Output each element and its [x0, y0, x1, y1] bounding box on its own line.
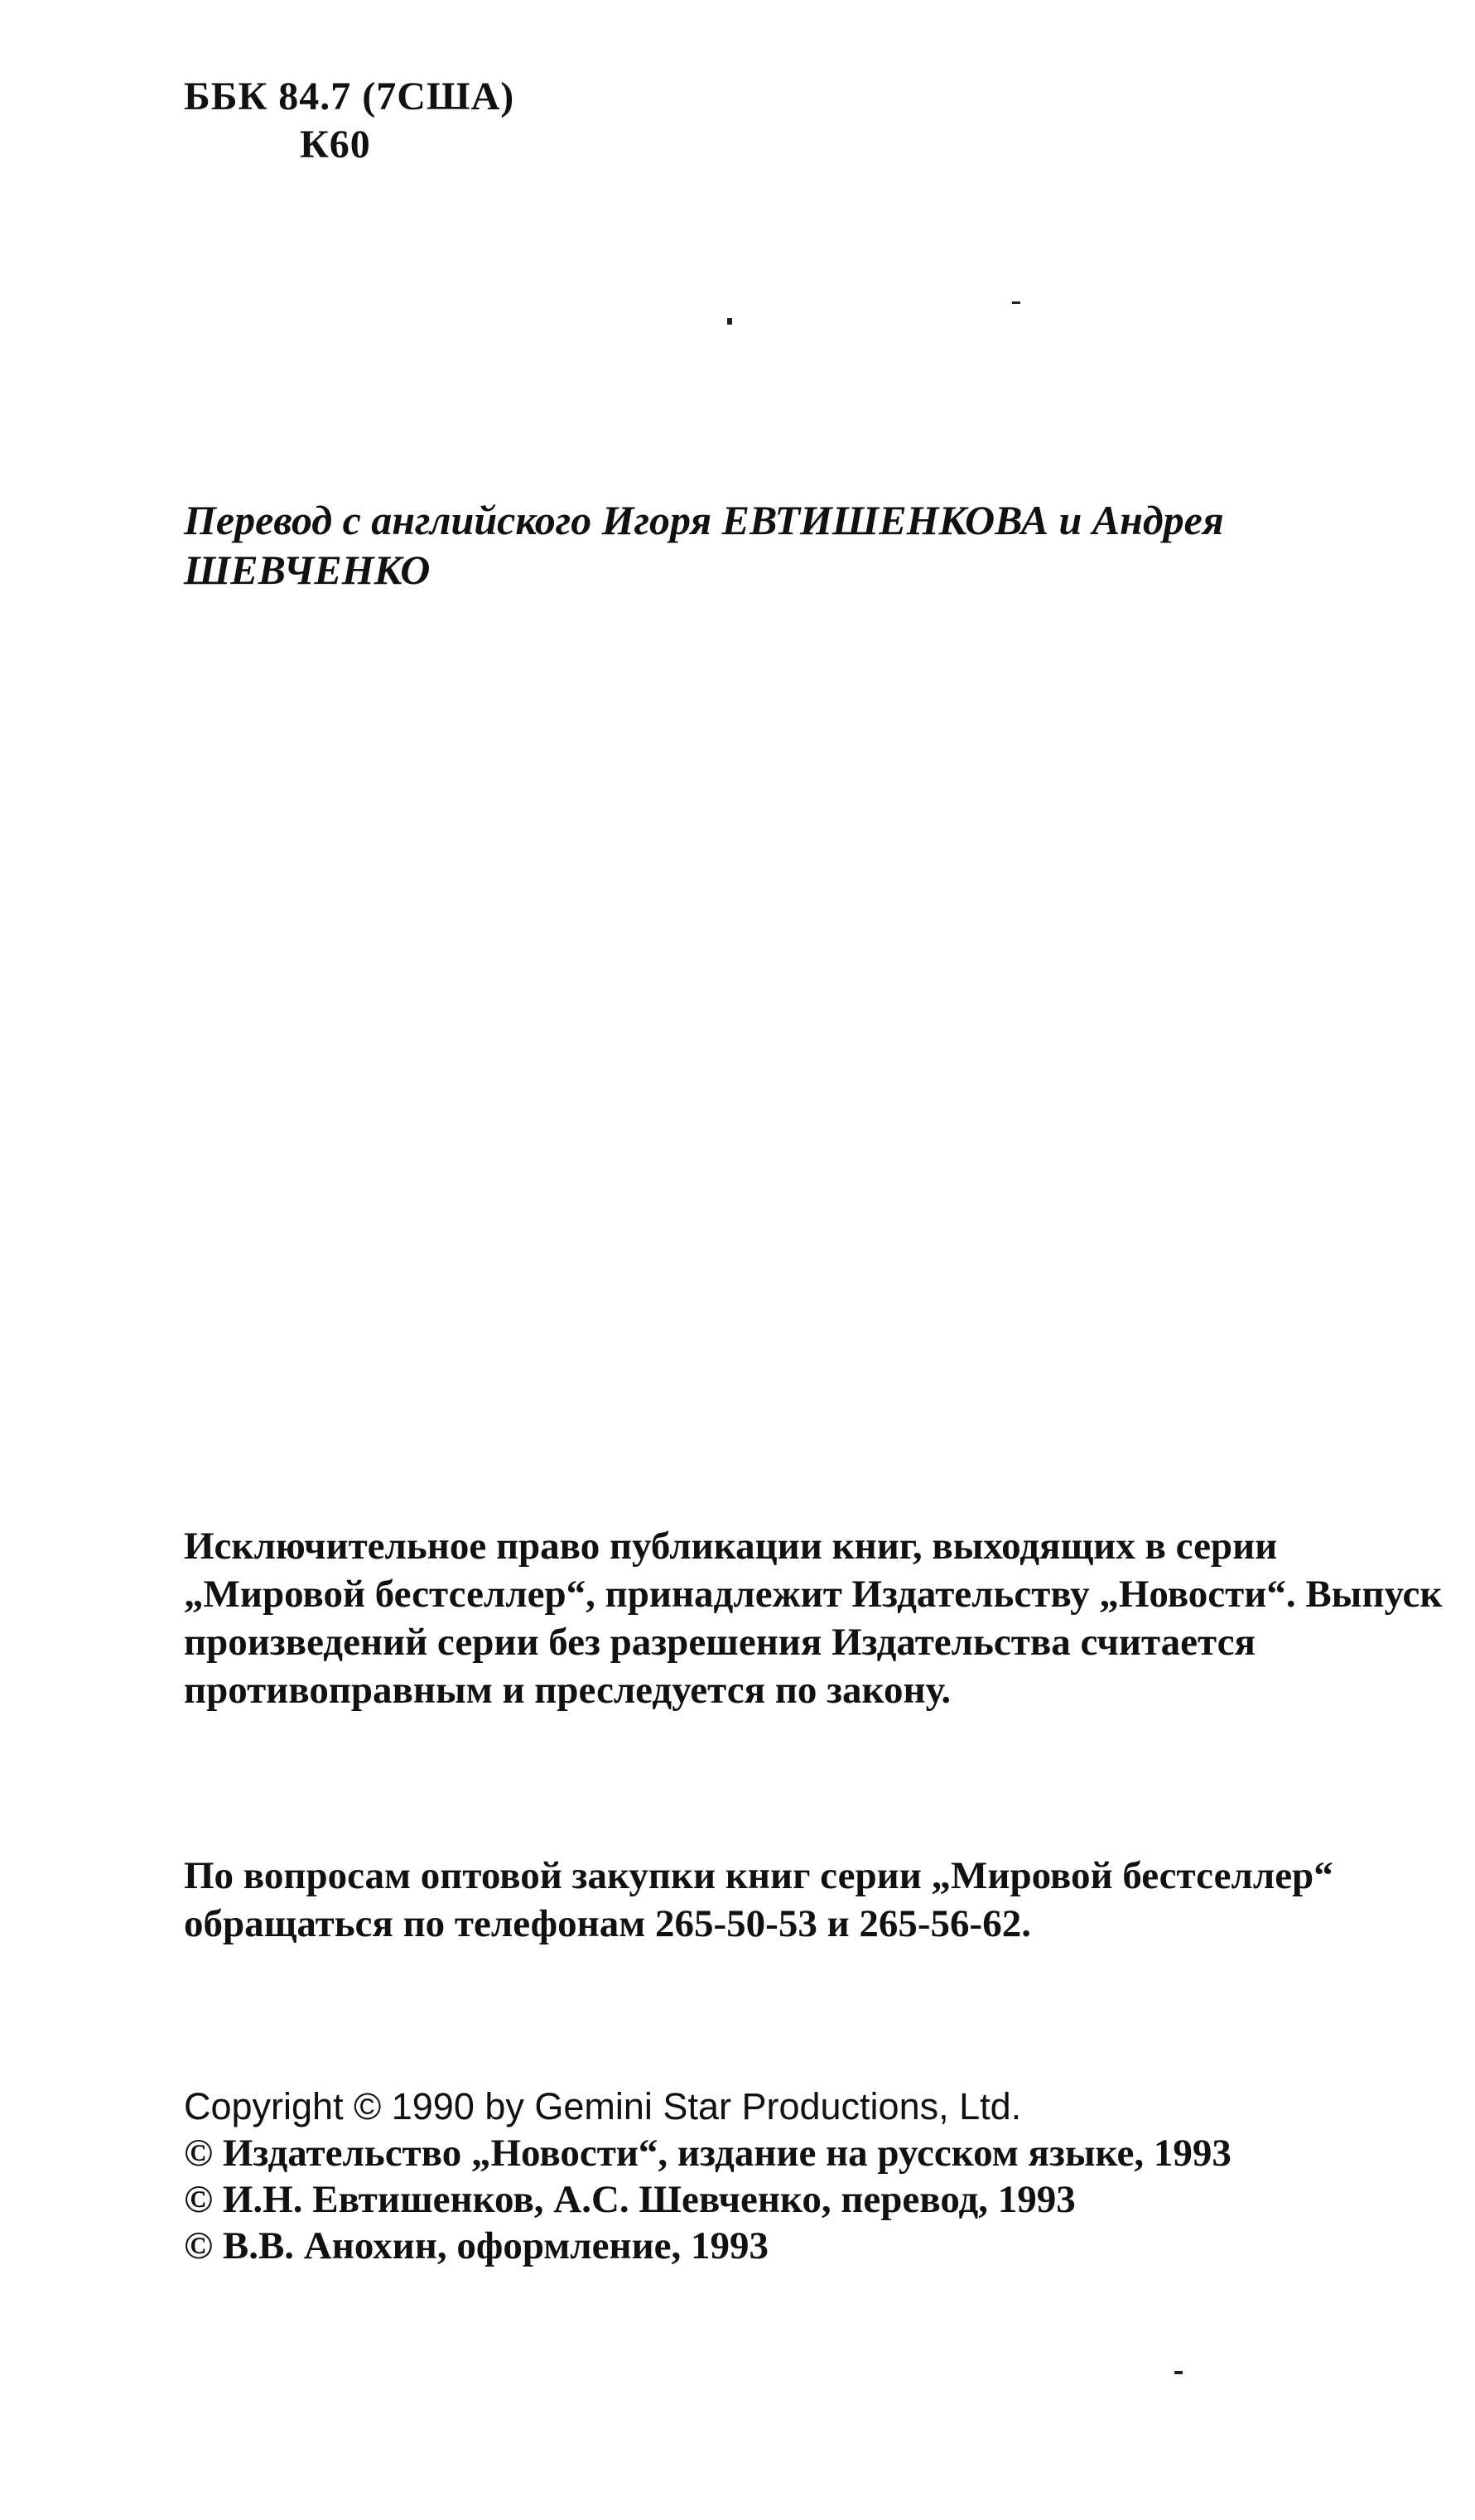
copyright-line: © В.В. Анохин, оформление, 1993 [184, 2224, 769, 2267]
copyright-block [184, 2084, 1451, 2269]
library-classification [184, 73, 514, 169]
print-speck [1012, 301, 1020, 304]
translation-credit: Перевод с английского Игоря ЕВТИШЕНКОВА и Андрея ШЕВЧЕНКО [184, 497, 1224, 593]
copyright-line: © Издательство „Новости“, издание на русском языке, 1993 [184, 2132, 1232, 2175]
print-speck [727, 318, 732, 325]
bbk-code: ББК 84.7 (7США) [184, 75, 515, 118]
copyright-line: Copyright © 1990 by Gemini Star Productions, Ltd. [184, 2085, 1022, 2127]
wholesale-notice: По вопросам оптовой закупки книг серии „Мировой бестселлер“ обращаться по телефонам 265-50-53 и 265-56-62. [184, 1854, 1333, 1945]
rights-notice: Исключительное право публикации книг, выходящих в серии „Мировой бестселлер“, принадлежит Издательству „Новости“. Выпуск произведений серии без разрешения Издательства считается противоправным и преследуется по закону. [184, 1525, 1443, 1712]
copyright-line: © И.Н. Евтишенков, А.С. Шевченко, перевод, 1993 [184, 2178, 1076, 2221]
print-speck [1174, 2371, 1183, 2374]
author-mark: К60 [300, 123, 371, 166]
